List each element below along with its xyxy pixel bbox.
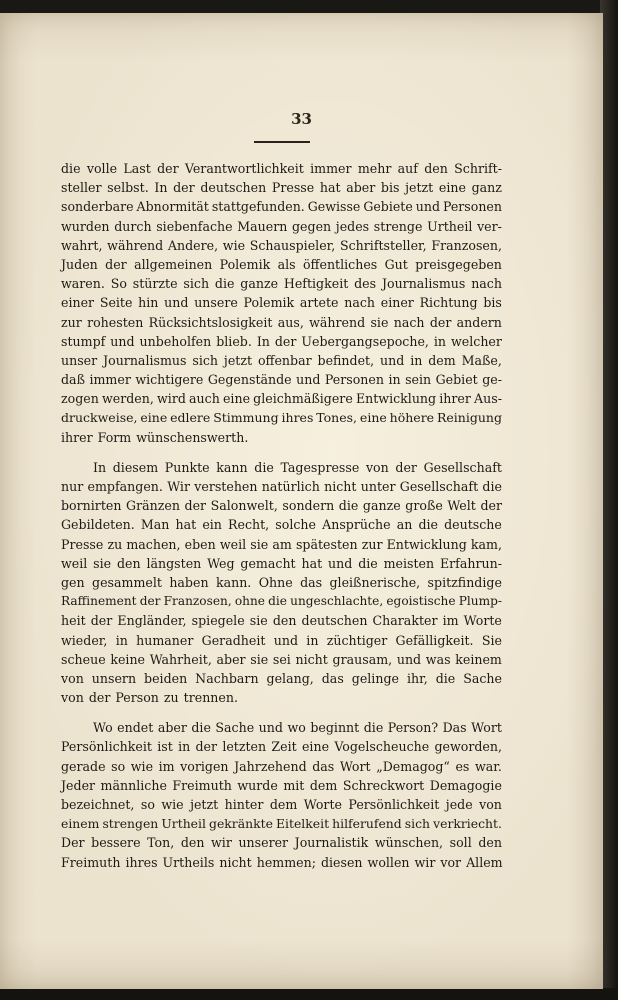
paragraph — [61, 159, 502, 447]
text-line: bornirten Gränzen der Salonwelt, sondern die ganze große Welt der — [61, 498, 502, 514]
scan-border-bottom — [0, 988, 618, 1000]
text-line: unser Journalismus sich jetzt offenbar befindet, und in dem Maße, — [61, 352, 502, 368]
text-line: bezeichnet, so wie jetzt hinter dem Worte Persönlichkeit jede von — [61, 797, 502, 812]
text-line: wahrt, während Andere, wie Schauspieler, Schriftsteller, Franzosen, — [61, 237, 502, 253]
text-line: Wo endet aber die Sache und wo beginnt die Person? Das Wort — [93, 720, 502, 736]
text-line: Der bessere Ton, den wir unserer Journalistik wünschen, soll den — [61, 835, 502, 851]
text-line: nur empfangen. Wir verstehen natürlich nicht unter Gesellschaft die — [61, 479, 502, 494]
book-page — [0, 13, 603, 989]
text-line: heit der Engländer, spiegele sie den deutschen Charakter im Worte — [61, 613, 502, 629]
paragraph — [61, 718, 502, 872]
text-line: daß immer wichtigere Gegenstände und Personen in sein Gebiet ge- — [61, 372, 502, 388]
text-line: In diesem Punkte kann die Tagespresse von der Gesellschaft — [93, 459, 502, 475]
paragraph — [61, 458, 502, 707]
text-line: Freimuth ihres Urtheils nicht hemmen; diesen wollen wir vor Allem — [61, 854, 503, 870]
page-number-rule — [254, 141, 310, 143]
text-line: Juden der allgemeinen Polemik als öffentliches Gut preisgegeben — [61, 256, 502, 272]
text-line: weil sie den längsten Weg gemacht hat und die meisten Erfahrun- — [61, 555, 502, 571]
text-line: scheue keine Wahrheit, aber sie sei nicht grausam, und was keinem — [61, 651, 502, 667]
paragraph-gap — [61, 707, 502, 718]
text-line: waren. So stürzte sich die ganze Heftigkeit des Journalismus nach — [61, 276, 502, 292]
paragraph-gap — [61, 447, 502, 458]
text-line: wieder, in humaner Geradheit und in züchtiger Gefälligkeit. Sie — [61, 632, 502, 648]
text-line: ihrer Form wünschenswerth. — [61, 429, 249, 445]
text-line: steller selbst. In der deutschen Presse hat aber bis jetzt eine ganz — [61, 180, 502, 196]
body-text — [61, 159, 502, 872]
text-line: von der Person zu trennen. — [61, 690, 238, 706]
page-number: 33 — [291, 110, 312, 128]
text-line: sonderbare Abnormität stattgefunden. Gewisse Gebiete und Personen — [61, 199, 502, 215]
text-line: von unsern beiden Nachbarn gelang, das gelinge ihr, die Sache — [61, 670, 502, 686]
text-line: zogen werden, wird auch eine gleichmäßigere Entwicklung ihrer Aus- — [61, 391, 502, 407]
text-line: gen gesammelt haben kann. Ohne das gleißnerische, spitzfindige — [61, 574, 502, 590]
text-line: Persönlichkeit ist in der letzten Zeit eine Vogelscheuche geworden, — [61, 739, 502, 755]
text-line: zur rohesten Rücksichtslosigkeit aus, während sie nach der andern — [61, 314, 502, 330]
text-line: stumpf und unbeholfen blieb. In der Uebergangsepoche, in welcher — [61, 333, 502, 349]
text-line: die volle Last der Verantwortlichkeit immer mehr auf den Schrift- — [61, 161, 502, 176]
text-line: wurden durch siebenfache Mauern gegen jedes strenge Urtheil ver- — [61, 218, 502, 234]
text-line: einer Seite hin und unsere Polemik artete nach einer Richtung bis — [61, 295, 502, 311]
text-line: Gebildeten. Man hat ein Recht, solche Ansprüche an die deutsche — [61, 517, 502, 533]
text-line: Jeder männliche Freimuth wurde mit dem Schreckwort Demagogie — [61, 777, 502, 793]
text-line: druckweise, eine edlere Stimmung ihres Tones, eine höhere Reinigung — [61, 410, 502, 426]
text-line: Presse zu machen, eben weil sie am spätesten zur Entwicklung kam, — [61, 536, 502, 552]
scan-border-top — [0, 0, 618, 14]
text-line: gerade so wie im vorigen Jahrzehend das Wort „Demagog“ es war. — [61, 758, 502, 774]
text-line: Raffinement der Franzosen, ohne die ungeschlachte, egoistische Plump- — [61, 594, 502, 609]
text-line: einem strengen Urtheil gekränkte Eitelkeit hilferufend sich verkriecht. — [61, 816, 502, 832]
